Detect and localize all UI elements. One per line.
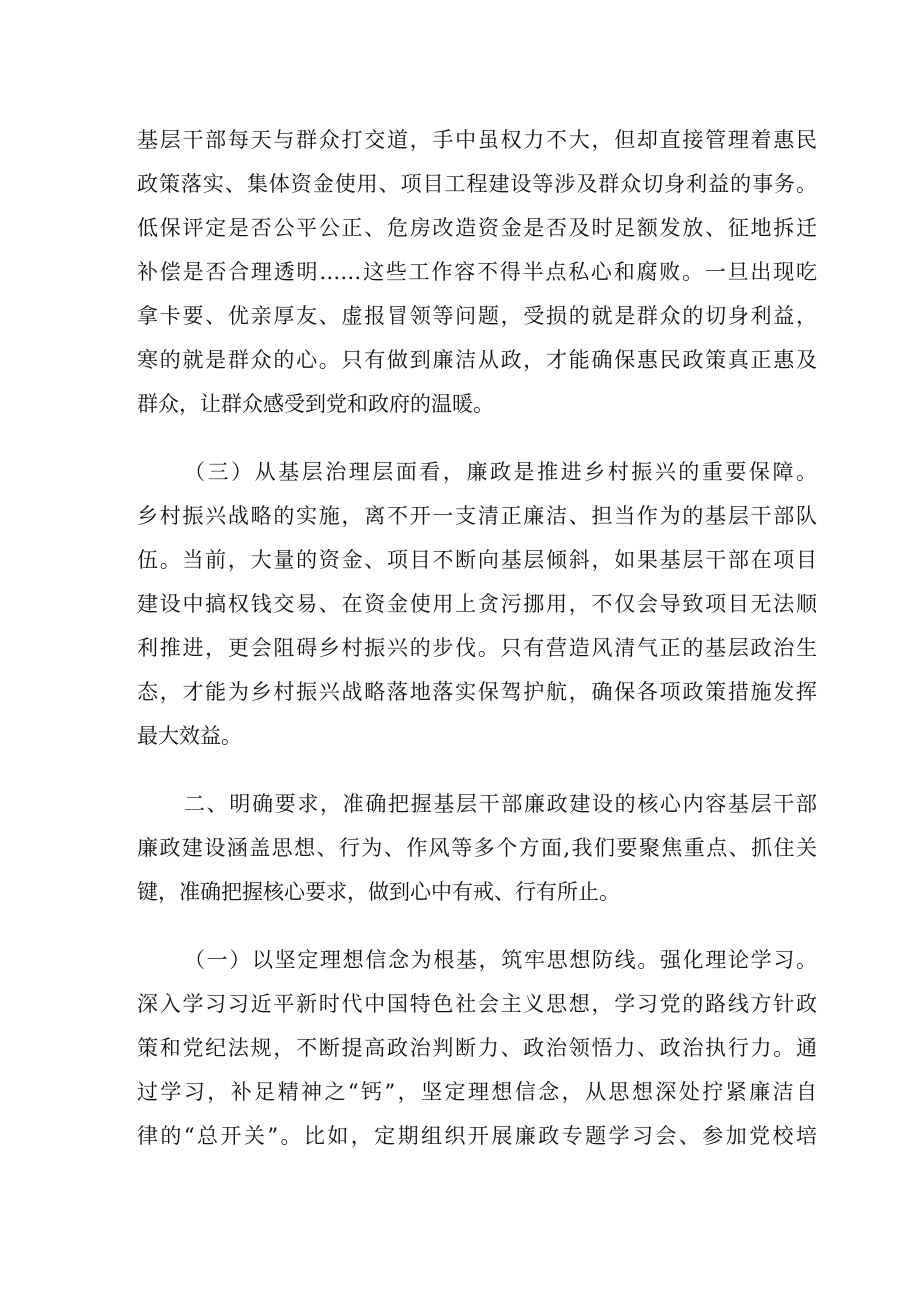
paragraph-1-line-5: 拿卡要、优亲厚友、虚报冒领等问题，受损的就是群众的切身利益， xyxy=(137,304,817,328)
paragraph-2-line-6: 态，才能为乡村振兴战略落地落实保驾护航，确保各项政策措施发挥 xyxy=(137,680,817,704)
paragraph-4-line-2: 深入学习习近平新时代中国特色社会主义思想，学习党的路线方针政 xyxy=(137,992,817,1016)
paragraph-1-line-3: 低保评定是否公平公正、危房改造资金是否及时足额发放、征地拆迁 xyxy=(137,216,817,240)
paragraph-2-line-7: 最大效益。 xyxy=(137,724,242,748)
paragraph-1-line-2: 政策落实、集体资金使用、项目工程建设等涉及群众切身利益的事务。 xyxy=(137,172,817,196)
paragraph-2-line-3: 伍。当前，大量的资金、项目不断向基层倾斜，如果基层干部在项目 xyxy=(137,548,817,572)
paragraph-1-line-6: 寒的就是群众的心。只有做到廉洁从政，才能确保惠民政策真正惠及 xyxy=(137,348,817,372)
paragraph-4-line-5: 律的“总开关”。比如，定期组织开展廉政专题学习会、参加党校培 xyxy=(137,1124,817,1148)
paragraph-2-line-4: 建设中搞权钱交易、在资金使用上贪污挪用，不仅会导致项目无法顺 xyxy=(137,592,817,616)
paragraph-2-line-2: 乡村振兴战略的实施，离不开一支清正廉洁、担当作为的基层干部队 xyxy=(137,504,817,528)
section-2-heading-line-2: 廉政建设涵盖思想、行为、作风等多个方面,我们要聚焦重点、抓住关 xyxy=(137,836,817,860)
paragraph-2-line-5: 利推进，更会阻碍乡村振兴的步伐。只有营造风清气正的基层政治生 xyxy=(137,636,817,660)
section-2-heading-line-3: 键，准确把握核心要求，做到心中有戒、行有所止。 xyxy=(137,880,620,904)
paragraph-4-line-4: 过学习，补足精神之“钙”，坚定理想信念，从思想深处拧紧廉洁自 xyxy=(137,1080,817,1104)
paragraph-1-line-4: 补偿是否合理透明……这些工作容不得半点私心和腐败。一旦出现吃 xyxy=(137,260,817,284)
paragraph-2-line-1: （三）从基层治理层面看，廉政是推进乡村振兴的重要保障。 xyxy=(184,460,817,484)
paragraph-1-line-1: 基层干部每天与群众打交道，手中虽权力不大，但却直接管理着惠民 xyxy=(137,128,817,152)
section-2-heading-line-1: 二、明确要求，准确把握基层干部廉政建设的核心内容基层干部 xyxy=(184,792,817,816)
paragraph-1-line-7: 群众，让群众感受到党和政府的温暖。 xyxy=(137,392,494,416)
paragraph-4-line-3: 策和党纪法规，不断提高政治判断力、政治领悟力、政治执行力。通 xyxy=(137,1036,817,1060)
paragraph-4-line-1: （一）以坚定理想信念为根基，筑牢思想防线。强化理论学习。 xyxy=(184,948,817,972)
